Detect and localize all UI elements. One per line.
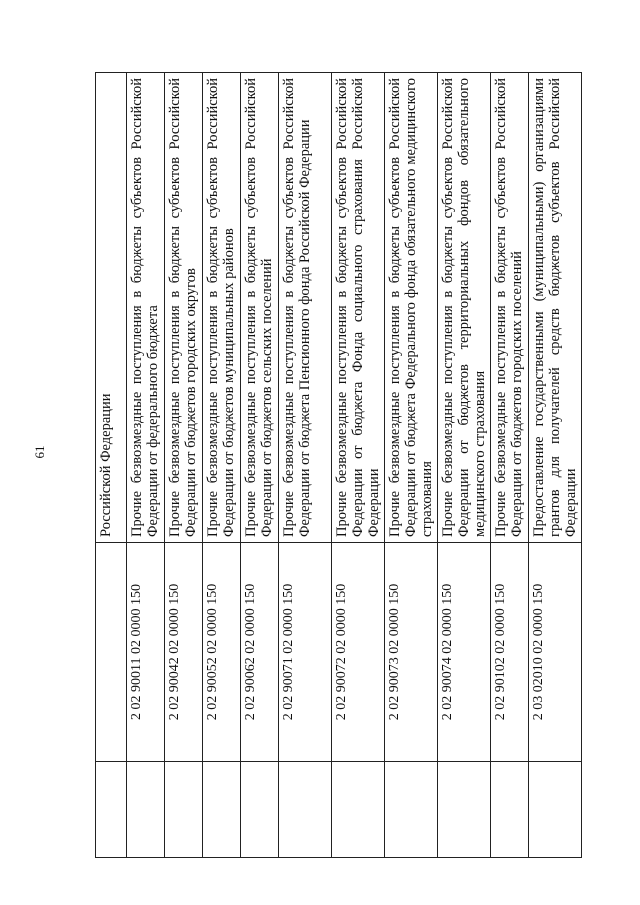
table-cell-empty (438, 762, 491, 858)
table-cell-name: Прочие безвозмездные поступления в бюджеты субъектов Российской Федерации от бюджета Фонда социального страхования Российской Федерации (332, 73, 385, 543)
table-cell-empty (491, 762, 529, 858)
table-cell-code: 2 02 90052 02 0000 150 (203, 543, 241, 762)
table-cell-name: Прочие безвозмездные поступления в бюджеты субъектов Российской Федерации от бюджетов территориальных фондов обязательного медицинского страхования (438, 73, 491, 543)
table-cell-name: Прочие безвозмездные поступления в бюджеты субъектов Российской Федерации от бюджета Федерального фонда обязательного медицинского страхования (385, 73, 438, 543)
table-cell-empty (241, 762, 279, 858)
rotated-table-container (95, 73, 582, 858)
table-row (491, 73, 529, 858)
table-cell-name: Прочие безвозмездные поступления в бюджеты субъектов Российской Федерации от федерального бюджета (127, 73, 165, 543)
table-row (241, 73, 279, 858)
table-cell-code: 2 02 90072 02 0000 150 (332, 543, 385, 762)
table-cell-code: 2 02 90074 02 0000 150 (438, 543, 491, 762)
table-cell-code: 2 02 90102 02 0000 150 (491, 543, 529, 762)
table-cell-code: 2 02 90062 02 0000 150 (241, 543, 279, 762)
table-cell-code: 2 03 02010 02 0000 150 (529, 543, 582, 762)
table-row (127, 73, 165, 858)
table-cell-empty (529, 762, 582, 858)
table-cell-empty (165, 762, 203, 858)
table-row (385, 73, 438, 858)
table-row (332, 73, 385, 858)
table-cell-empty (96, 543, 127, 762)
table-cell-code: 2 02 90071 02 0000 150 (279, 543, 332, 762)
page-number: 61 (32, 445, 47, 459)
table-cell-code: 2 02 90042 02 0000 150 (165, 543, 203, 762)
table-cell-code: 2 02 90073 02 0000 150 (385, 543, 438, 762)
table-cell-name: Прочие безвозмездные поступления в бюджеты субъектов Российской Федерации от бюджета Пенсионного фонда Российской Федерации (279, 73, 332, 543)
table-row-continuation (96, 73, 127, 858)
table-cell-empty (332, 762, 385, 858)
table-cell-code: 2 02 90011 02 0000 150 (127, 543, 165, 762)
table-cell-name: Прочие безвозмездные поступления в бюджеты субъектов Российской Федерации от бюджетов сельских поселений (241, 73, 279, 543)
table-row (165, 73, 203, 858)
table-row (203, 73, 241, 858)
table-row (529, 73, 582, 858)
table-cell-empty (96, 762, 127, 858)
table-cell-name: Российской Федерации (96, 73, 127, 543)
table-cell-name: Прочие безвозмездные поступления в бюджеты субъектов Российской Федерации от бюджетов муниципальных районов (203, 73, 241, 543)
table-cell-name: Прочие безвозмездные поступления в бюджеты субъектов Российской Федерации от бюджетов городских поселений (491, 73, 529, 543)
revenue-codes-table (95, 72, 582, 858)
table-cell-empty (203, 762, 241, 858)
table-cell-empty (385, 762, 438, 858)
table-row (438, 73, 491, 858)
table-row (279, 73, 332, 858)
table-cell-name: Предоставление государственными (муниципальными) организациями грантов для получателей средств бюджетов субъектов Российской Федерации (529, 73, 582, 543)
table-cell-empty (127, 762, 165, 858)
table-cell-name: Прочие безвозмездные поступления в бюджеты субъектов Российской Федерации от бюджетов городских округов (165, 73, 203, 543)
table-cell-empty (279, 762, 332, 858)
